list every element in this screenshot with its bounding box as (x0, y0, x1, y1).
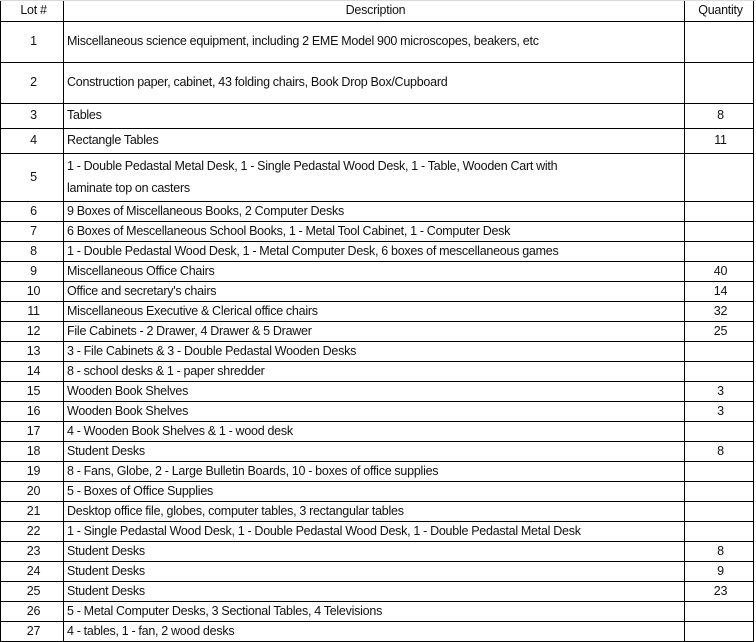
cell-quantity[interactable] (685, 522, 754, 542)
column-header-quantity[interactable]: Quantity (685, 1, 754, 22)
table-row[interactable] (1, 262, 754, 282)
cell-description[interactable]: Desktop office file, globes, computer tables, 3 rectangular tables (64, 502, 685, 522)
cell-lot-number[interactable]: 11 (1, 302, 64, 322)
cell-description[interactable]: Miscellaneous Office Chairs (64, 262, 685, 282)
cell-lot-number[interactable]: 23 (1, 542, 64, 562)
cell-lot-number[interactable]: 19 (1, 462, 64, 482)
cell-quantity[interactable]: 8 (685, 104, 754, 129)
cell-quantity[interactable]: 3 (685, 402, 754, 422)
table-row[interactable] (1, 322, 754, 342)
cell-description[interactable]: File Cabinets - 2 Drawer, 4 Drawer & 5 Drawer (64, 322, 685, 342)
cell-lot-number[interactable]: 20 (1, 482, 64, 502)
cell-lot-number[interactable]: 8 (1, 242, 64, 262)
table-row[interactable] (1, 442, 754, 462)
cell-description[interactable]: 8 - Fans, Globe, 2 - Large Bulletin Boards, 10 - boxes of office supplies (64, 462, 685, 482)
cell-quantity[interactable]: 25 (685, 322, 754, 342)
header-row (1, 1, 754, 22)
description-line-1: 1 - Double Pedastal Metal Desk, 1 - Single Pedastal Wood Desk, 1 - Table, Wooden Cart with (67, 158, 558, 173)
table-row[interactable] (1, 63, 754, 104)
cell-quantity[interactable]: 8 (685, 442, 754, 462)
cell-lot-number[interactable]: 9 (1, 262, 64, 282)
cell-description[interactable]: 4 - Wooden Book Shelves & 1 - wood desk (64, 422, 685, 442)
cell-description[interactable]: Miscellaneous science equipment, including 2 EME Model 900 microscopes, beakers, etc (64, 22, 685, 63)
cell-lot-number[interactable]: 7 (1, 222, 64, 242)
cell-description[interactable]: 5 - Metal Computer Desks, 3 Sectional Tables, 4 Televisions (64, 602, 685, 622)
table-row[interactable] (1, 502, 754, 522)
cell-description[interactable]: Tables (64, 104, 685, 129)
cell-description[interactable]: Construction paper, cabinet, 43 folding chairs, Book Drop Box/Cupboard (64, 63, 685, 104)
cell-description[interactable]: 3 - File Cabinets & 3 - Double Pedastal Wooden Desks (64, 342, 685, 362)
top-rule (0, 0, 756, 1)
cell-quantity[interactable]: 11 (685, 129, 754, 154)
cell-lot-number[interactable]: 2 (1, 63, 64, 104)
cell-lot-number[interactable]: 14 (1, 362, 64, 382)
table-body (1, 22, 754, 642)
cell-quantity[interactable] (685, 242, 754, 262)
cell-quantity[interactable]: 14 (685, 282, 754, 302)
cell-description[interactable]: Student Desks (64, 582, 685, 602)
cell-quantity[interactable] (685, 63, 754, 104)
table-row[interactable] (1, 362, 754, 382)
table-row[interactable] (1, 242, 754, 262)
cell-description[interactable]: Student Desks (64, 442, 685, 462)
table-row[interactable] (1, 602, 754, 622)
table-row[interactable] (1, 22, 754, 63)
cell-description[interactable]: Wooden Book Shelves (64, 382, 685, 402)
cell-description[interactable]: 6 Boxes of Mescellaneous School Books, 1 - Metal Tool Cabinet, 1 - Computer Desk (64, 222, 685, 242)
cell-quantity[interactable] (685, 22, 754, 63)
cell-quantity[interactable]: 8 (685, 542, 754, 562)
table-row[interactable] (1, 104, 754, 129)
cell-lot-number[interactable]: 27 (1, 622, 64, 642)
cell-description[interactable]: 1 - Single Pedastal Wood Desk, 1 - Double Pedastal Wood Desk, 1 - Double Pedastal Metal Desk (64, 522, 685, 542)
cell-quantity[interactable] (685, 462, 754, 482)
table-row[interactable] (1, 622, 754, 642)
cell-lot-number[interactable]: 22 (1, 522, 64, 542)
cell-description[interactable]: 9 Boxes of Miscellaneous Books, 2 Computer Desks (64, 202, 685, 222)
description-line-2: laminate top on casters (67, 181, 190, 195)
cell-description[interactable]: 1 - Double Pedastal Wood Desk, 1 - Metal Computer Desk, 6 boxes of mescellaneous games (64, 242, 685, 262)
table-row[interactable] (1, 582, 754, 602)
table-row[interactable] (1, 462, 754, 482)
cell-lot-number[interactable]: 4 (1, 129, 64, 154)
cell-quantity[interactable] (685, 342, 754, 362)
cell-description[interactable]: Rectangle Tables (64, 129, 685, 154)
cell-description[interactable]: 5 - Boxes of Office Supplies (64, 482, 685, 502)
cell-quantity[interactable]: 23 (685, 582, 754, 602)
cell-lot-number[interactable]: 12 (1, 322, 64, 342)
table-row[interactable] (1, 222, 754, 242)
cell-quantity[interactable] (685, 502, 754, 522)
table-row[interactable] (1, 542, 754, 562)
table-row[interactable] (1, 129, 754, 154)
cell-lot-number[interactable]: 21 (1, 502, 64, 522)
table-row[interactable] (1, 342, 754, 362)
cell-quantity[interactable] (685, 422, 754, 442)
cell-lot-number[interactable]: 10 (1, 282, 64, 302)
cell-lot-number[interactable]: 16 (1, 402, 64, 422)
cell-description[interactable] (64, 154, 685, 202)
cell-quantity[interactable]: 3 (685, 382, 754, 402)
cell-quantity[interactable] (685, 482, 754, 502)
cell-description[interactable]: Student Desks (64, 542, 685, 562)
cell-lot-number[interactable]: 17 (1, 422, 64, 442)
cell-quantity[interactable] (685, 602, 754, 622)
cell-quantity[interactable] (685, 222, 754, 242)
table-row[interactable] (1, 402, 754, 422)
table-row[interactable] (1, 522, 754, 542)
cell-description[interactable]: 4 - tables, 1 - fan, 2 wood desks (64, 622, 685, 642)
table-row[interactable] (1, 154, 754, 202)
cell-lot-number[interactable]: 26 (1, 602, 64, 622)
table-row[interactable] (1, 382, 754, 402)
cell-quantity[interactable]: 32 (685, 302, 754, 322)
cell-lot-number[interactable]: 18 (1, 442, 64, 462)
cell-lot-number[interactable]: 5 (1, 154, 64, 202)
cell-description[interactable]: 8 - school desks & 1 - paper shredder (64, 362, 685, 382)
cell-quantity[interactable]: 9 (685, 562, 754, 582)
cell-description[interactable]: Student Desks (64, 562, 685, 582)
cell-description[interactable]: Wooden Book Shelves (64, 402, 685, 422)
table-row[interactable] (1, 422, 754, 442)
cell-lot-number[interactable]: 25 (1, 582, 64, 602)
cell-lot-number[interactable]: 6 (1, 202, 64, 222)
table-row[interactable] (1, 482, 754, 502)
cell-quantity[interactable] (685, 154, 754, 202)
cell-lot-number[interactable]: 24 (1, 562, 64, 582)
table-row[interactable] (1, 562, 754, 582)
column-header-lot[interactable]: Lot # (1, 1, 64, 22)
cell-lot-number[interactable]: 15 (1, 382, 64, 402)
cell-quantity[interactable]: 40 (685, 262, 754, 282)
table-row[interactable] (1, 282, 754, 302)
cell-quantity[interactable] (685, 362, 754, 382)
cell-quantity[interactable] (685, 622, 754, 642)
column-header-description[interactable]: Description (64, 1, 685, 22)
table-row[interactable] (1, 202, 754, 222)
cell-lot-number[interactable]: 13 (1, 342, 64, 362)
table-row[interactable] (1, 302, 754, 322)
cell-lot-number[interactable]: 1 (1, 22, 64, 63)
cell-quantity[interactable] (685, 202, 754, 222)
cell-lot-number[interactable]: 3 (1, 104, 64, 129)
cell-description[interactable]: Office and secretary's chairs (64, 282, 685, 302)
cell-description[interactable]: Miscellaneous Executive & Clerical office chairs (64, 302, 685, 322)
table-header (1, 1, 754, 22)
